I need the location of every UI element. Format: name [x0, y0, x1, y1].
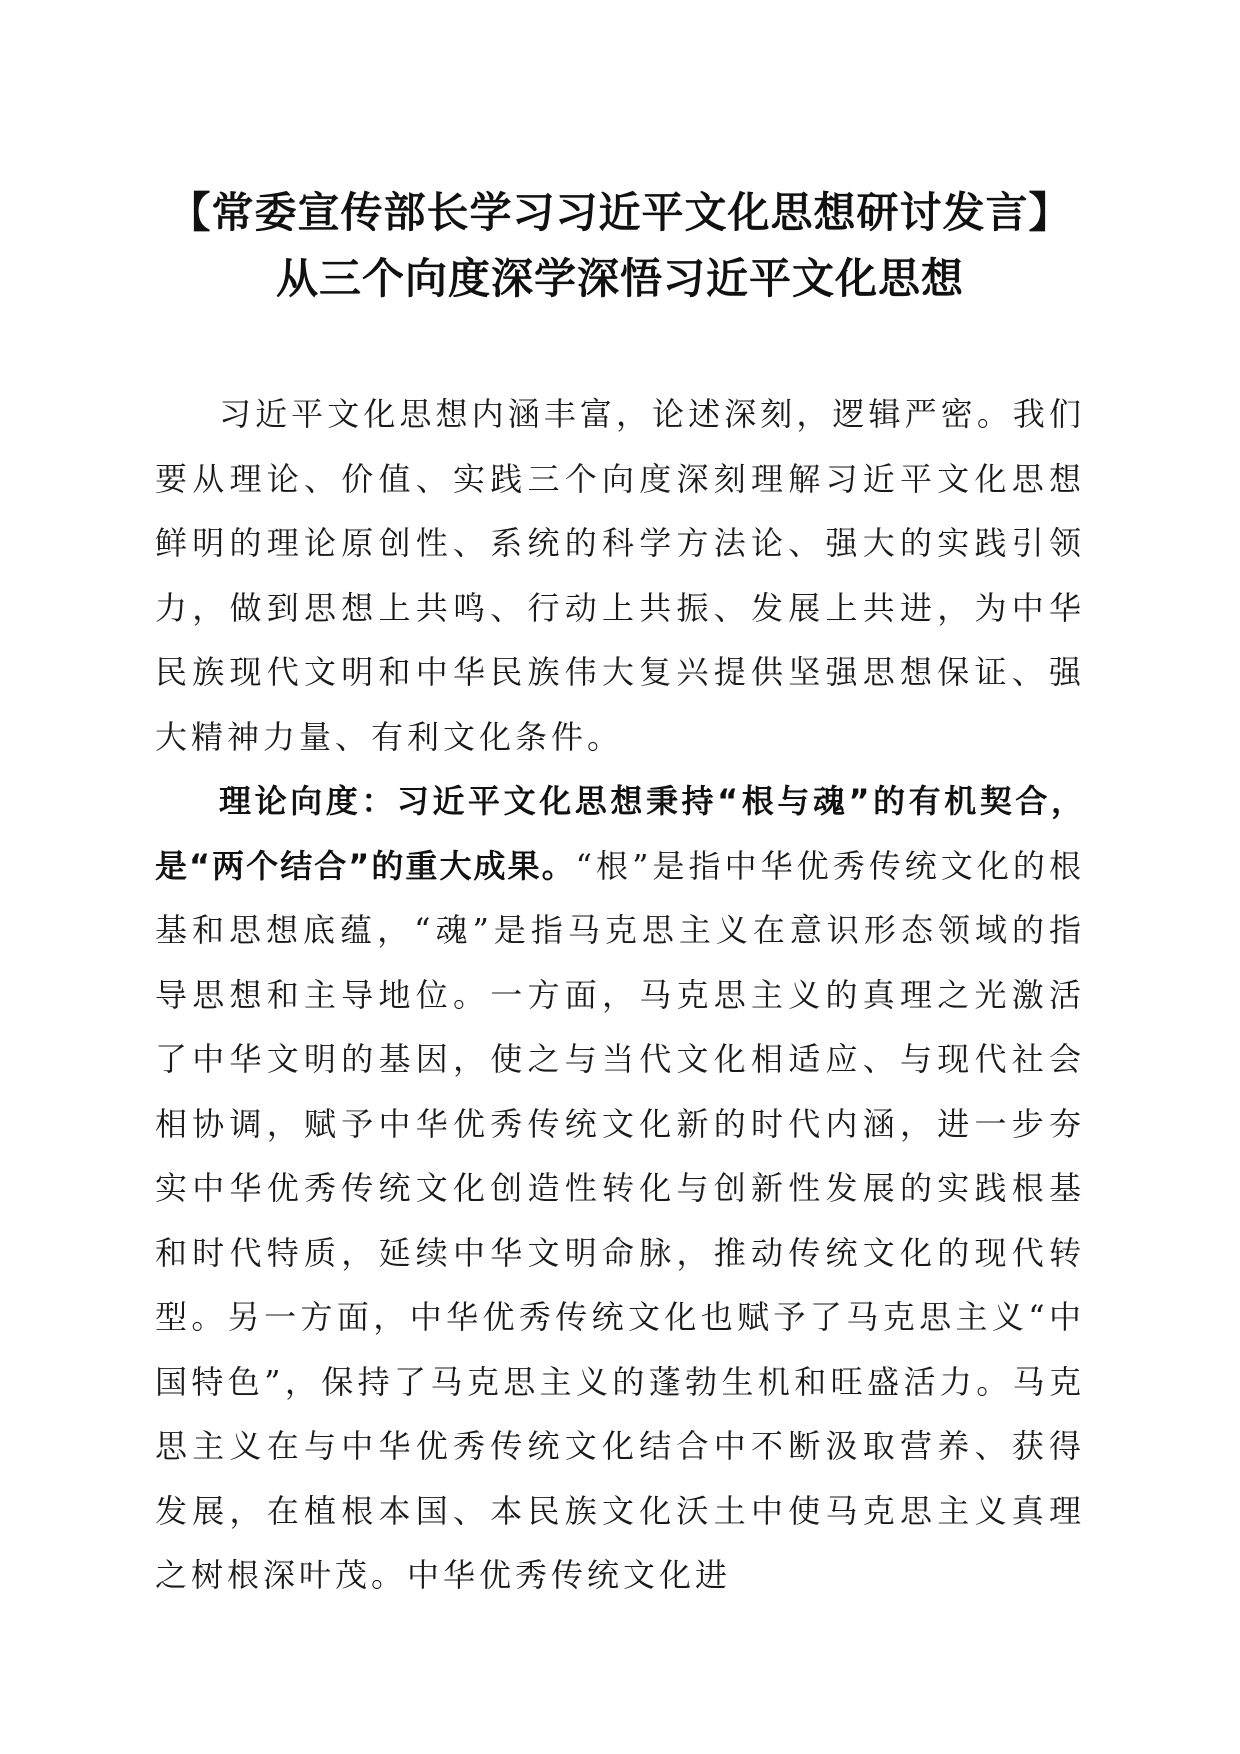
- paragraph-theory-lead: 理论向度：习近平文化思想秉持“根与魂”的有机契合，是“两个结合”的重大成果。: [155, 782, 1085, 885]
- document-title: 【常委宣传部长学习习近平文化思想研讨发言】从三个向度深学深悟习近平文化思想: [168, 188, 1072, 303]
- document-body: [155, 382, 1085, 1608]
- paragraph-theory: [155, 769, 1085, 1608]
- paragraph-intro: 习近平文化思想内涵丰富，论述深刻，逻辑严密。我们要从理论、价值、实践三个向度深刻理解习近平文化思想鲜明的理论原创性、系统的科学方法论、强大的实践引领力，做到思想上共鸣、行动上共振、发展上共进，为中华民族现代文明和中华民族伟大复兴提供坚强思想保证、强大精神力量、有利文化条件。: [155, 395, 1085, 756]
- paragraph-theory-body: “根”是指中华优秀传统文化的根基和思想底蕴，“魂”是指马克思主义在意识形态领域的指导思想和主导地位。一方面，马克思主义的真理之光激活了中华文明的基因，使之与当代文化相适应、与现代社会相协调，赋予中华优秀传统文化新的时代内涵，进一步夯实中华优秀传统文化创造性转化与创新性发展的实践根基和时代特质，延续中华文明命脉，推动传统文化的现代转型。另一方面，中华优秀传统文化也赋予了马克思主义“中国特色”，保持了马克思主义的蓬勃生机和旺盛活力。马克思主义在与中华优秀传统文化结合中不断汲取营养、获得发展，在植根本国、本民族文化沃土中使马克思主义真理之树根深叶茂。中华优秀传统文化进: [155, 846, 1085, 1594]
